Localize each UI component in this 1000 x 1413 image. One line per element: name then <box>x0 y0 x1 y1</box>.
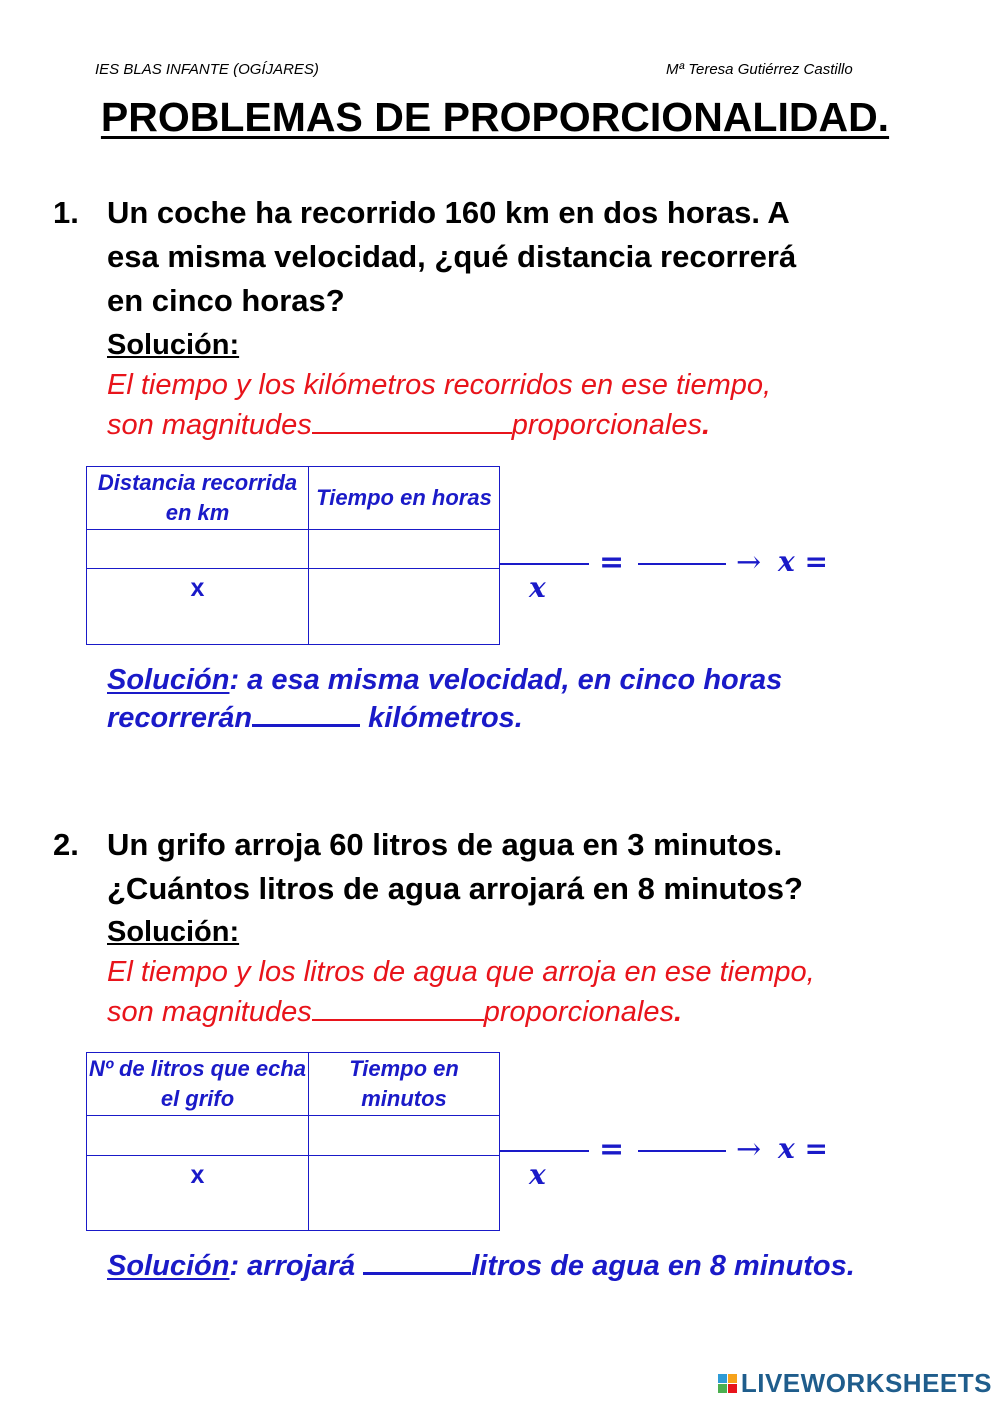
table-row <box>87 569 500 645</box>
problem-2-fraction-denominator-x: x <box>529 1158 546 1191</box>
problem-1-arrow: → <box>736 545 762 580</box>
problem-1-col1-header: Distancia recorrida en km <box>87 467 309 530</box>
problem-2-period: . <box>673 996 683 1028</box>
problem-2-fraction-line-left <box>500 1150 589 1152</box>
problem-1-question-line-1: Un coche ha recorrido 160 km en dos horas. A <box>107 195 790 230</box>
problem-1-reasoning-line-2 <box>107 409 710 442</box>
problem-2-cell-r1c1[interactable] <box>87 1116 309 1156</box>
problem-1-proportion-blank[interactable] <box>312 412 512 434</box>
problem-2-answer-text-1: : arrojará <box>229 1250 364 1282</box>
problem-1-question-line-3: en cinco horas? <box>107 283 345 318</box>
problem-2-cell-x: x <box>87 1156 309 1231</box>
table-row <box>87 1053 500 1116</box>
liveworksheets-text: LIVEWORKSHEETS <box>740 1368 992 1398</box>
problem-1-cell-r2c2[interactable] <box>309 569 500 645</box>
problem-2-reasoning-start: son magnitudes <box>107 996 312 1028</box>
school-name: IES BLAS INFANTE (OGÍJARES) <box>95 61 319 78</box>
problem-1-table <box>86 466 500 645</box>
problem-2-col2-header: Tiempo en minutos <box>309 1053 500 1116</box>
problem-1-period: . <box>701 409 711 441</box>
table-row <box>87 530 500 569</box>
problem-1-result-label: x = <box>778 545 828 578</box>
problem-2-number: 2. <box>53 827 79 862</box>
problem-2-result-label: x = <box>778 1132 828 1165</box>
problem-2-answer-line <box>107 1250 855 1283</box>
problem-1-reasoning-line-1: El tiempo y los kilómetros recorridos en ese tiempo, <box>107 369 772 401</box>
problem-1-fraction-line-right[interactable] <box>638 563 726 565</box>
problem-1-answer-label: Solución <box>107 664 230 696</box>
table-row <box>87 1116 500 1156</box>
problem-1-answer-text-3: kilómetros. <box>360 702 523 734</box>
problem-2-table <box>86 1052 500 1231</box>
problem-1-col2-header: Tiempo en horas <box>309 467 500 530</box>
problem-2-col1-header: Nº de litros que echa el grifo <box>87 1053 309 1116</box>
author-name: Mª Teresa Gutiérrez Castillo <box>666 61 853 78</box>
problem-1-cell-r1c1[interactable] <box>87 530 309 569</box>
problem-1-fraction-line-left <box>500 563 589 565</box>
problem-1-solution-label: Solución: <box>107 329 240 361</box>
problem-2-answer-blank[interactable] <box>363 1252 471 1275</box>
problem-2-arrow: → <box>736 1132 762 1167</box>
problem-2-proportion-blank[interactable] <box>312 999 484 1021</box>
problem-1-cell-x: x <box>87 569 309 645</box>
problem-1-answer-blank[interactable] <box>252 704 360 727</box>
problem-1-cell-r1c2[interactable] <box>309 530 500 569</box>
problem-2-question-line-2: ¿Cuántos litros de agua arrojará en 8 minutos? <box>107 871 803 906</box>
problem-2-reasoning-line-1: El tiempo y los litros de agua que arroja en ese tiempo, <box>107 956 815 988</box>
problem-1-reasoning-start: son magnitudes <box>107 409 312 441</box>
problem-1-number: 1. <box>53 195 79 230</box>
page-title: PROBLEMAS DE PROPORCIONALIDAD. <box>100 94 890 140</box>
problem-2-answer-text-2: litros de agua en 8 minutos. <box>471 1250 855 1282</box>
problem-2-reasoning-end: proporcionales <box>483 996 674 1028</box>
problem-1-answer-line-2 <box>107 702 523 735</box>
table-row <box>87 467 500 530</box>
problem-1-reasoning-end: proporcionales <box>511 409 702 441</box>
problem-2-answer-label: Solución <box>107 1250 230 1282</box>
problem-2-cell-r2c2[interactable] <box>309 1156 500 1231</box>
problem-2-cell-r1c2[interactable] <box>309 1116 500 1156</box>
table-row <box>87 1156 500 1231</box>
problem-2-question-line-1: Un grifo arroja 60 litros de agua en 3 minutos. <box>107 827 783 862</box>
problem-1-answer-line-1 <box>107 664 782 697</box>
problem-2-equals-sign: = <box>599 1132 625 1167</box>
liveworksheets-icon <box>718 1374 737 1393</box>
liveworksheets-logo <box>718 1368 992 1399</box>
problem-1-answer-text-2: recorrerán <box>107 702 253 734</box>
problem-1-fraction-denominator-x: x <box>529 571 546 604</box>
problem-2-fraction-line-right[interactable] <box>638 1150 726 1152</box>
problem-1-question-line-2: esa misma velocidad, ¿qué distancia recorrerá <box>107 239 797 274</box>
problem-1-equals-sign: = <box>599 545 625 580</box>
problem-1-answer-text-1: : a esa misma velocidad, en cinco horas <box>229 664 783 696</box>
problem-2-solution-label: Solución: <box>107 916 240 948</box>
problem-2-reasoning-line-2 <box>107 996 682 1029</box>
